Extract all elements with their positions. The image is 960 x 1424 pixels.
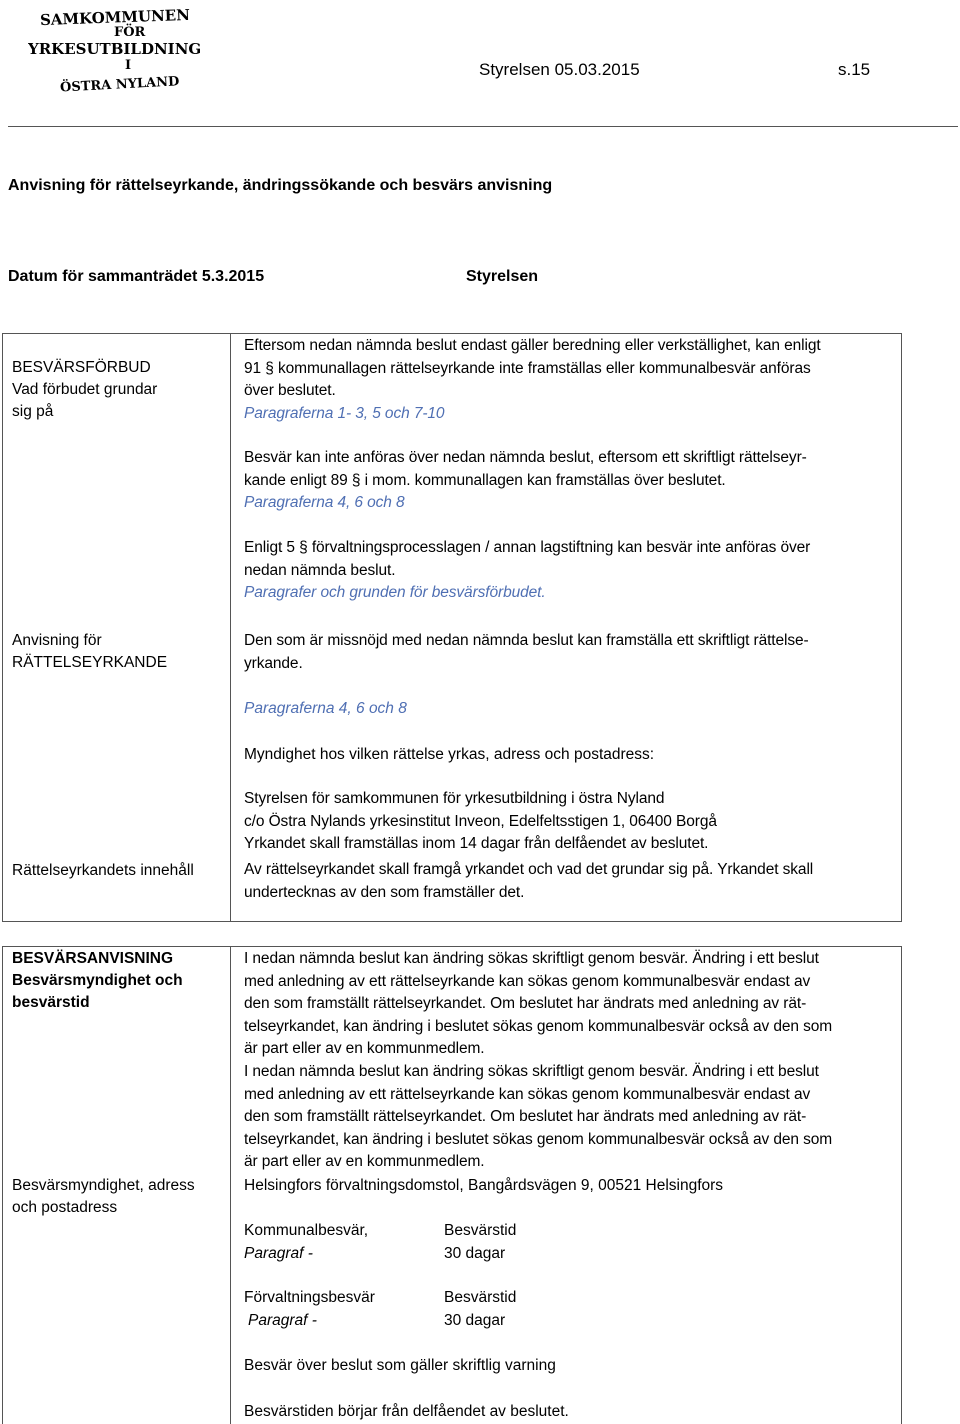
ban-text-1: Eftersom nedan nämnda beslut endast gäller beredning eller verkställighet, kan enligt 91 § kommunallagen rättelseyrkande inte framställas eller kommunalbesvär anföras över beslutet. Paragraferna 1- 3, 5 och 7-10 xyxy=(244,335,884,425)
meeting-date-label: Datum för sammanträdet 5.3.2015 xyxy=(8,268,265,285)
logo-line-4: I xyxy=(125,58,132,73)
table-column-divider xyxy=(230,946,231,1424)
logo-line-2: FÖR xyxy=(114,25,146,40)
correction-label: Anvisning för RÄTTELSEYRKANDE xyxy=(12,632,168,671)
page-title: Anvisning för rättelseyrkande, ändringssökande och besvärs anvisning xyxy=(8,177,553,194)
ban-text-2: Besvär kan inte anföras över nedan nämnda beslut, eftersom ett skriftligt rättelseyr- kande enligt 89 § i mom. kommunallagen kan framställas över beslutet. Paragraferna 4, 6 och 8 xyxy=(244,447,884,515)
page-number: s.15 xyxy=(838,60,871,79)
municipal-appeal: Kommunalbesvär, Paragraf - xyxy=(244,1222,369,1262)
logo-line-3: YRKESUTBILDNING xyxy=(28,40,202,58)
body-name: Styrelsen xyxy=(466,268,539,285)
appeal-label: BESVÄRSANVISNING Besvärsmyndighet och besvärstid xyxy=(12,950,183,1011)
authority-address: Styrelsen för samkommunen för yrkesutbildning i östra Nyland c/o Östra Nylands yrkesinstitut Inveon, Edelfeltsstigen 1, 06400 Borgå Yrkandet skall framställas inom 14 dagar från delfåendet av beslutet. xyxy=(244,790,717,852)
appeal-period-start: Besvärstiden börjar från delfåendet av beslutet. xyxy=(244,1403,569,1420)
correction-text: Den som är missnöjd med nedan nämnda beslut kan framställa ett skriftligt rättelse- yrkande. xyxy=(244,632,809,672)
paragraph-reference: Paragraferna 4, 6 och 8 xyxy=(244,700,407,717)
logo-line-1: SAMKOMMUNEN xyxy=(39,5,191,30)
appeal-text-2: I nedan nämnda beslut kan ändring sökas skriftligt genom besvär. Ändring i ett beslut med anledning av ett rättelseyrkande kan sökas genom kommunalbesvär endast av den som framställt rättelseyrkandet. Om beslutet har ändrats med anledning av rät- telseyrkandet, kan ändring i beslutet sökas genom kommunalbesvär också av den som är part eller av en kommunmedlem. xyxy=(244,1063,833,1170)
ban-label: BESVÄRSFÖRBUD Vad förbudet grundar sig på xyxy=(12,359,158,420)
header-divider xyxy=(8,126,958,127)
table-column-divider xyxy=(230,333,231,922)
paragraph-reference: Paragraferna 4, 6 och 8 xyxy=(244,494,405,511)
authority-heading: Myndighet hos vilken rättelse yrkas, adress och postadress: xyxy=(244,746,655,763)
appeal-text-1: I nedan nämnda beslut kan ändring sökas skriftligt genom besvär. Ändring i ett beslut med anledning av ett rättelseyrkande kan sökas genom kommunalbesvär endast av den som framställt rättelseyrkandet. Om beslutet har ändrats med anledning av rät- telseyrkandet, kan ändring i beslutet sökas genom kommunalbesvär också av den som är part eller av en kommunmedlem. xyxy=(244,950,833,1057)
organization-logo xyxy=(28,4,228,96)
administrative-appeal: Förvaltningsbesvär Paragraf - xyxy=(244,1289,375,1329)
appeal-authority-label: Besvärsmyndighet, adress och postadress xyxy=(12,1177,195,1216)
logo-line-5: ÖSTRA NYLAND xyxy=(59,74,180,96)
meeting-date: Styrelsen 05.03.2015 xyxy=(479,60,640,79)
municipal-appeal-period: Besvärstid 30 dagar xyxy=(444,1222,517,1262)
paragraph-reference: Paragrafer och grunden för besvärsförbudet. xyxy=(244,584,546,601)
ban-text-3: Enligt 5 § förvaltningsprocesslagen / annan lagstiftning kan besvär inte anföras över nedan nämnda beslut. Paragrafer och grunden för besvärsförbudet. xyxy=(244,537,884,605)
court-address: Helsingfors förvaltningsdomstol, Bangårdsvägen 9, 00521 Helsingfors xyxy=(244,1177,724,1194)
warning-appeal-note: Besvär över beslut som gäller skriftlig varning xyxy=(244,1357,556,1374)
content-text: Av rättelseyrkandet skall framgå yrkandet och vad det grundar sig på. Yrkandet skall undertecknas av den som framställer det. xyxy=(244,861,814,901)
administrative-appeal-period: Besvärstid 30 dagar xyxy=(444,1289,517,1329)
content-label: Rättelseyrkandets innehåll xyxy=(12,862,194,879)
paragraph-reference: Paragraferna 1- 3, 5 och 7-10 xyxy=(244,404,445,422)
